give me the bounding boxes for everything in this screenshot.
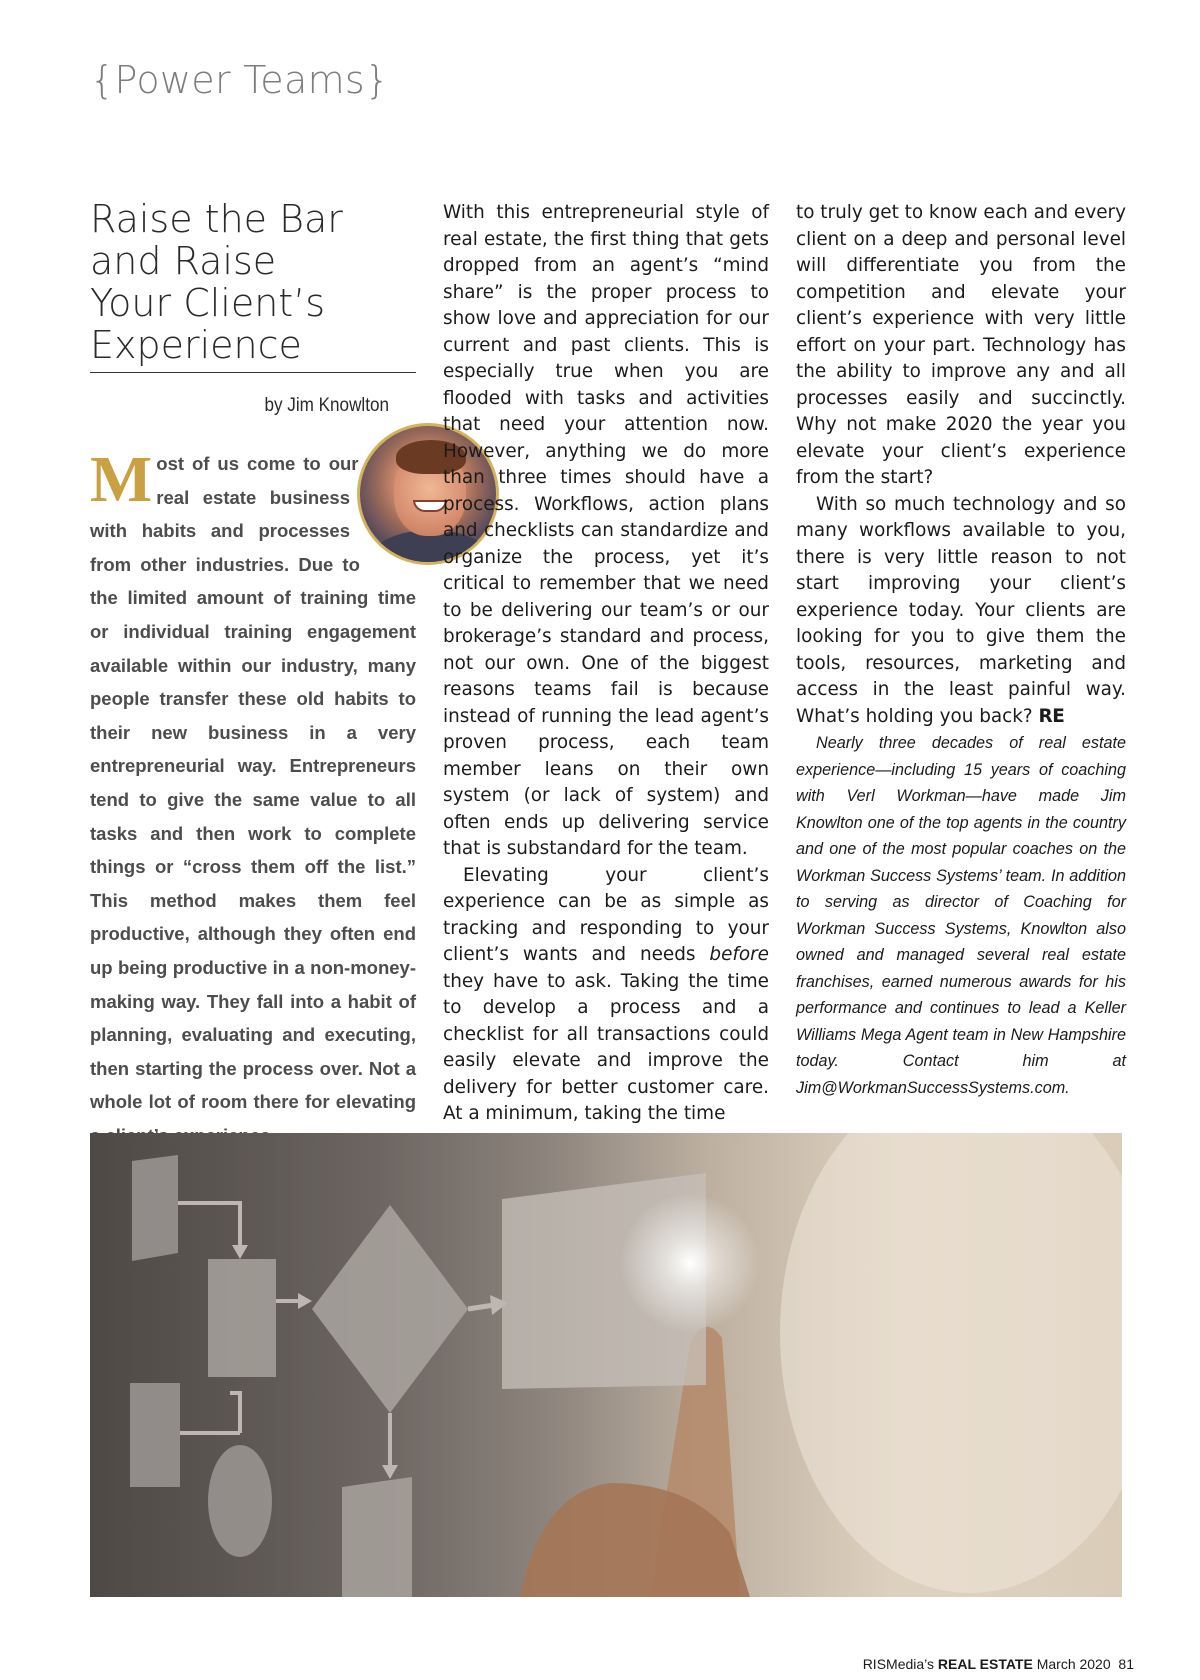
footer-issue: March 2020 [1036, 1656, 1111, 1672]
body-paragraph [443, 200, 769, 863]
body-text: Elevating your client’s experience can be as simple as tracking and responding to your client’s wants and needs [443, 864, 769, 965]
body-paragraph [443, 863, 769, 1128]
byline: by Jim Knowlton [264, 395, 389, 416]
page-number: 81 [1118, 1656, 1134, 1672]
footer-publisher: RISMedia’s [862, 1656, 935, 1672]
author-bio: Nearly three decades of real estate experience—including 15 years of coaching with Verl Workman—have made Jim Knowlton one of the top agents in the country and one of the most popular coaches on the Workman Success Systems’ team. In addition to serving as director of Coaching for Workman Success Systems, Knowlton also owned and managed several real estate franchises, earned numerous awards for his performance and continues to lead a Keller Williams Mega Agent team in New Hampshire today. Contact him at Jim@WorkmanSuccessSystems.com. [796, 734, 1126, 1097]
end-mark: RE [1038, 705, 1065, 727]
body-text: With this entrepreneurial style of real estate, the first thing that gets dropped from an agent’s “mind share” is the proper process to show love and appreciation for our current and past clients. This is especially true when you are flooded with tasks and activities that need your attention now. However, anything we do more than three times should have a process. Workflows, action plans and checklists can standardize and organize the process, yet it’s critical to remember that we need to be delivering our team’s or our brokerage’s standard and process, not our own. One of the biggest reasons teams fail is because instead of running the lead agent’s proven process, each team member leans on their own system (or lack of system) and often ends up delivering service that is substandard for the team. [443, 202, 769, 859]
intro-text: ost of us come to our real estate business with habits and processes from other industries. Due to the limited amount of training time or individual training engagement available within our industry, many people transfer these old habits to their new business in a very entrepreneurial way. Entrepreneurs tend to give the same value to all tasks and then work to complete things or “cross them off the list.” This method makes them feel productive, although they often end up being productive in a non-money-making way. They fall into a habit of planning, evaluating and executing, then starting the process over. Not a whole lot of room there for elevating [90, 453, 416, 1113]
body-text: With so much technology and so many workflows available to you, there is very little reason to not start improving your client’s experience today. Your clients are looking for you to give them the tools, resources, marketing and access in the least painful way. What’s holding you back? [796, 493, 1126, 727]
title-line: Your Client’s [90, 281, 326, 325]
flowchart-illustration [90, 1133, 1122, 1597]
article-column-1 [90, 198, 416, 1152]
body-text: they have to ask. Taking the time to develop a process and a checklist for all transactions could easily elevate and improve the delivery for better customer care. At a minimum, taking the time [443, 970, 769, 1124]
article-column-2 [443, 200, 769, 1128]
article-title [90, 198, 416, 373]
flow-box [342, 1477, 412, 1597]
body-paragraph [796, 200, 1126, 492]
article-column-3 [796, 200, 1126, 1101]
footer-magazine: REAL ESTATE [937, 1656, 1033, 1672]
title-line: Raise the Bar [90, 197, 343, 241]
title-line: and Raise [90, 239, 277, 283]
body-paragraph [796, 492, 1126, 731]
title-line: Experience [90, 323, 302, 367]
flow-ellipse [208, 1445, 272, 1557]
page-footer [863, 1656, 1134, 1672]
emphasis-text: before [709, 944, 769, 965]
flow-box [208, 1259, 276, 1377]
flow-box [132, 1155, 178, 1261]
intro-paragraph [90, 443, 416, 1152]
flow-box [130, 1383, 180, 1487]
section-label: {Power Teams} [90, 58, 390, 102]
flowchart-photo [90, 1133, 1122, 1597]
body-text: to truly get to know each and every client on a deep and personal level will differentiate you from the competition and elevate your client’s experience with very little effort on your part. Technology has the ability to improve any and all processes easily and succinctly. Why not make 2020 the year you elevate your client’s experience from the start? [796, 202, 1126, 488]
touch-glow [620, 1193, 760, 1333]
drop-cap: M [90, 443, 153, 516]
